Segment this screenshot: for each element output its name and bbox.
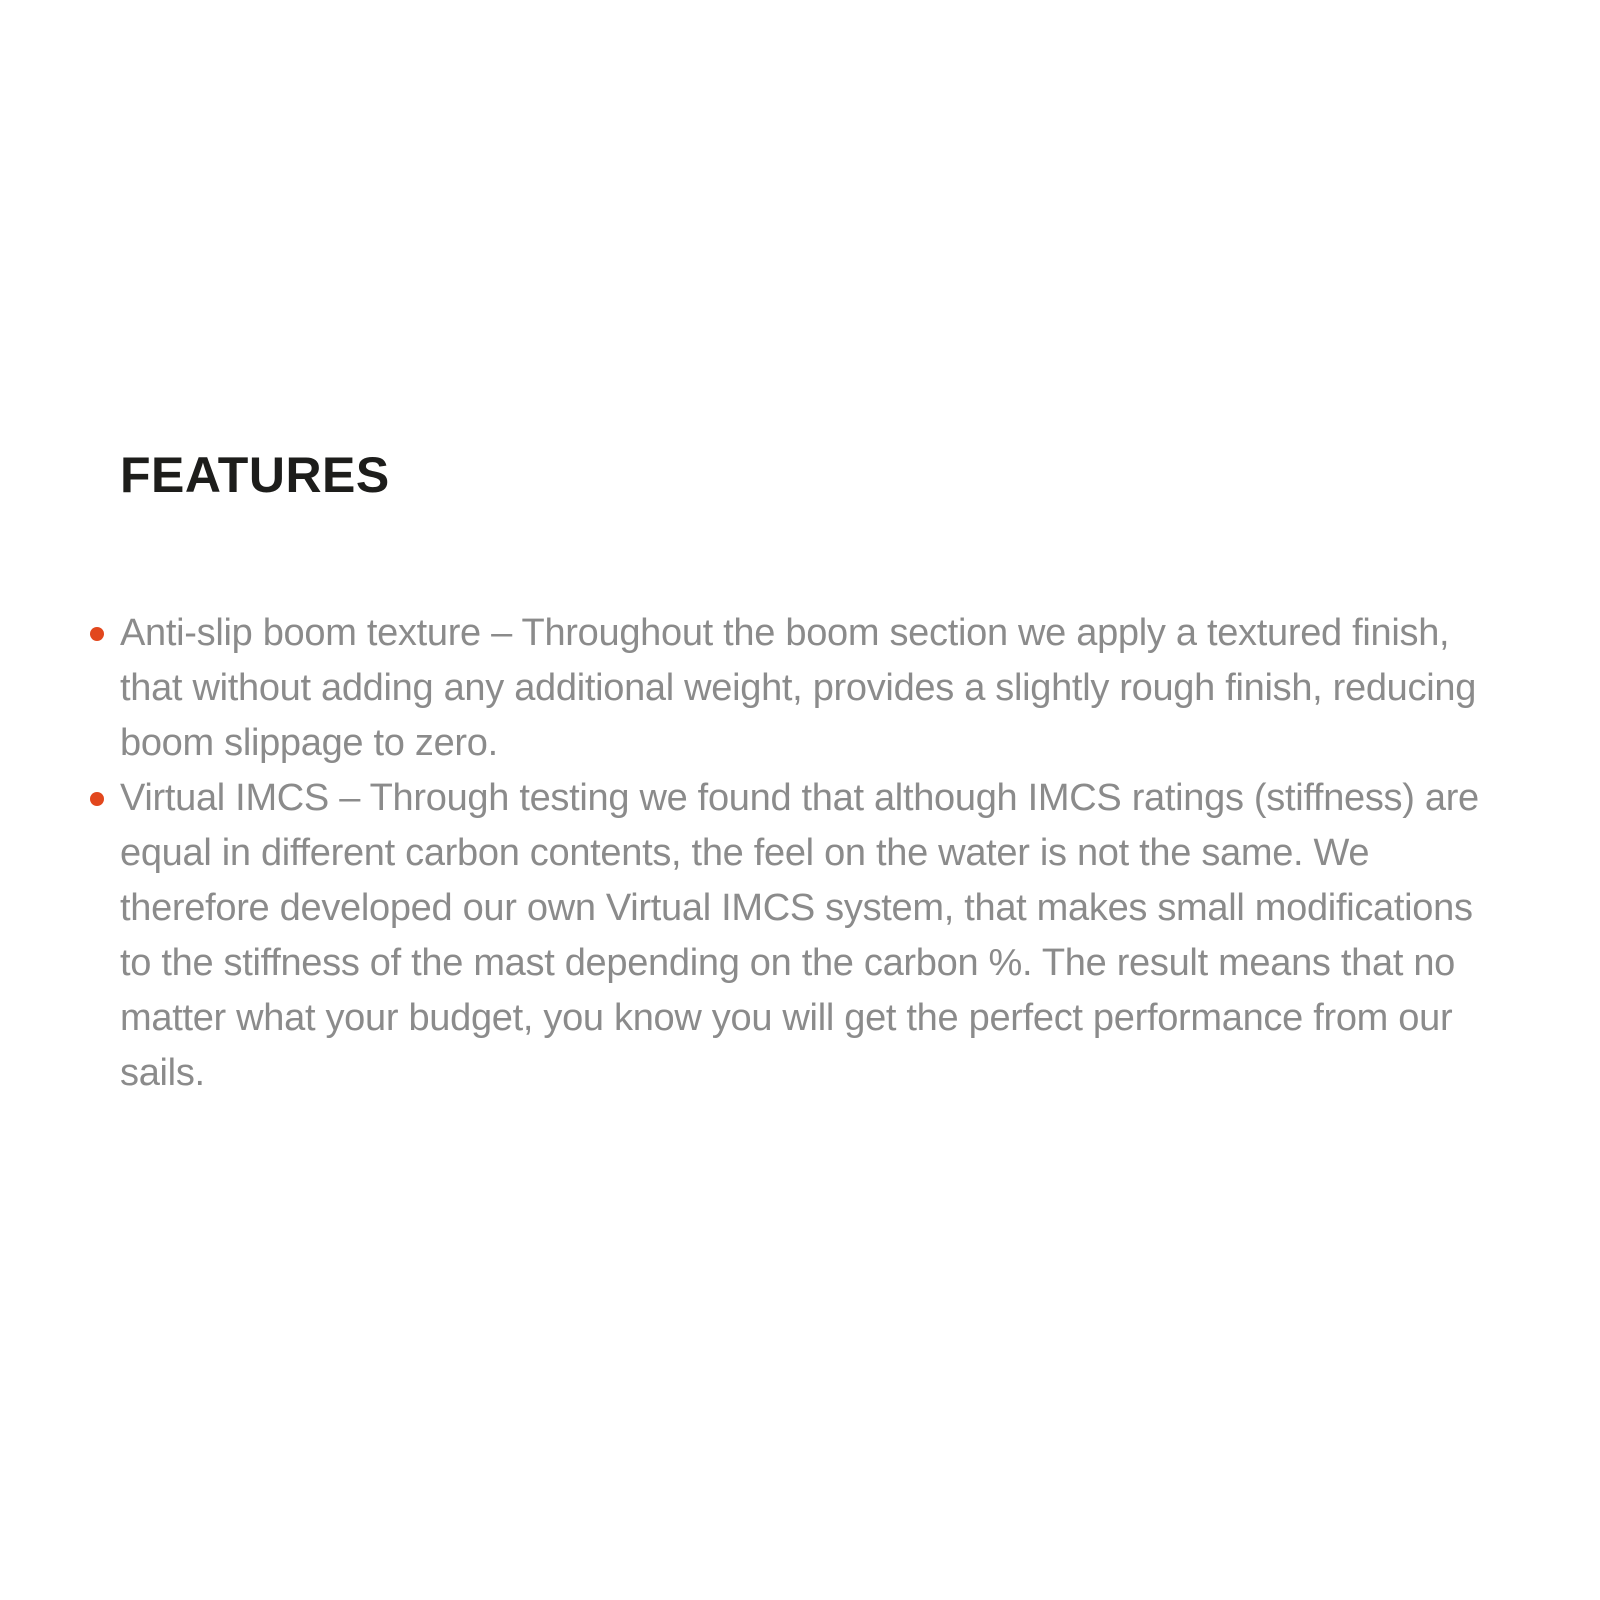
- feature-text: Virtual IMCS – Through testing we found that although IMCS ratings (stiffness) are equal in different carbon contents, the feel on the water is not the same. We therefore developed our own Virtual IMCS system, that makes small modifications to the stiffness of the mast depending on the carbon %. The result means that no matter what your budget, you know you will get the perfect performance from our sails.: [120, 777, 1479, 1094]
- feature-list-item: [120, 606, 1510, 771]
- features-list: [120, 606, 1510, 1101]
- features-heading: FEATURES: [120, 447, 390, 503]
- feature-list-item: [120, 771, 1510, 1101]
- bullet-icon: [90, 627, 104, 641]
- bullet-icon: [90, 792, 104, 806]
- feature-text: Anti-slip boom texture – Throughout the boom section we apply a textured finish, that without adding any additional weight, provides a slightly rough finish, reducing boom slippage to zero.: [120, 612, 1477, 764]
